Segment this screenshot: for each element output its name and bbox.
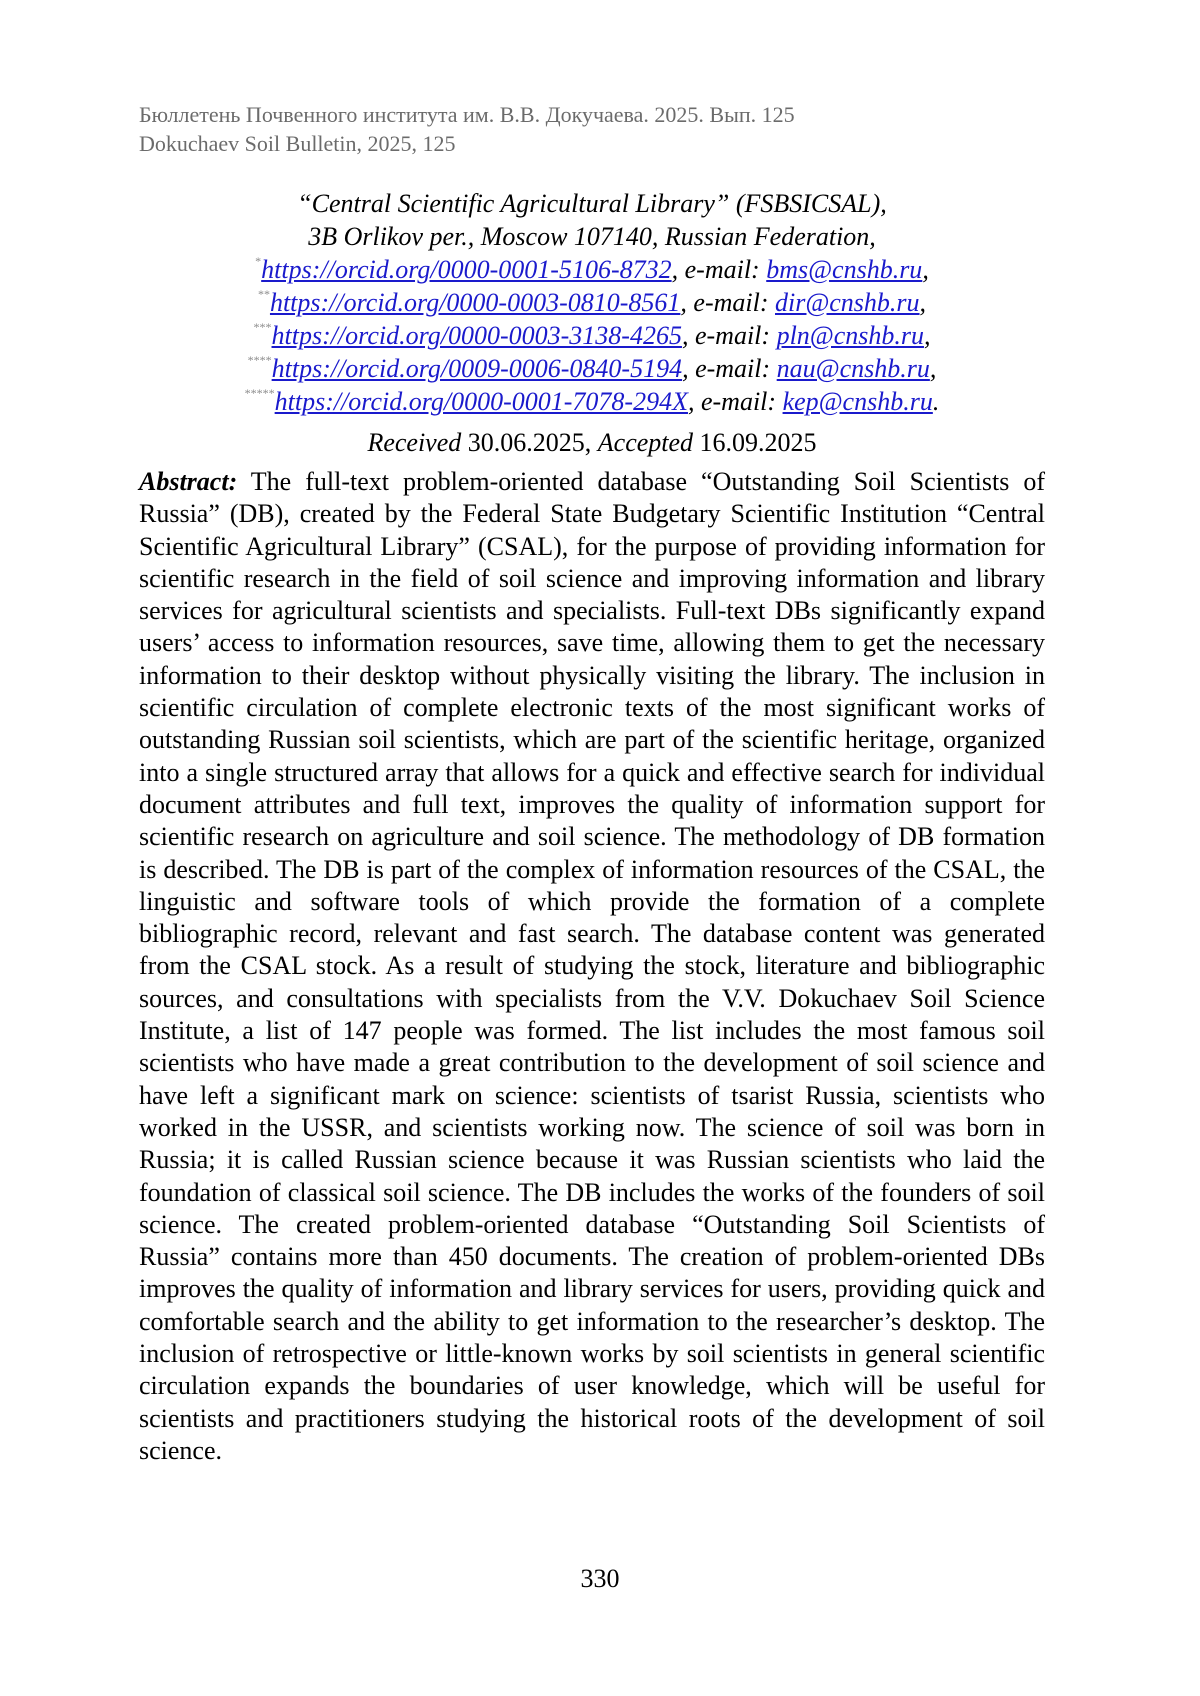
author-mark: ***: [253, 320, 272, 334]
abstract-paragraph: [139, 466, 1045, 1467]
journal-title-ru: Бюллетень Почвенного института им. В.В. Докучаева. 2025. Вып. 125: [139, 102, 795, 127]
affiliation-block: [139, 187, 1045, 418]
author-contact-line: [139, 319, 1045, 352]
line-end: ,: [922, 255, 929, 284]
abstract-label: Abstract:: [139, 467, 238, 496]
accepted-label: Accepted: [597, 428, 694, 457]
author-mark: *: [255, 254, 262, 268]
page-number: 330: [580, 1564, 620, 1593]
email-link[interactable]: bms@cnshb.ru: [766, 255, 923, 284]
author-mark: *****: [244, 386, 275, 400]
email-label: , e-mail:: [681, 321, 777, 350]
author-contact-line: [139, 253, 1045, 286]
author-mark: ****: [247, 353, 272, 367]
author-contact-line: [139, 385, 1045, 418]
running-header: [139, 100, 795, 158]
received-date: 30.06.2025,: [461, 428, 598, 457]
orcid-link[interactable]: https://orcid.org/0000-0003-0810-8561: [269, 288, 681, 317]
line-end: .: [932, 387, 940, 416]
orcid-link[interactable]: https://orcid.org/0009-0006-0840-5194: [271, 354, 683, 383]
journal-title-en: Dokuchaev Soil Bulletin, 2025, 125: [139, 131, 456, 156]
line-end: ,: [929, 354, 937, 383]
email-label: , e-mail:: [687, 387, 783, 416]
orcid-link[interactable]: https://orcid.org/0000-0001-7078-294X: [274, 387, 688, 416]
line-end: ,: [919, 288, 927, 317]
email-link[interactable]: nau@cnshb.ru: [776, 354, 930, 383]
institution-address: 3B Orlikov per., Moscow 107140, Russian Federation,: [308, 222, 876, 251]
email-label: , e-mail:: [671, 255, 767, 284]
email-link[interactable]: dir@cnshb.ru: [775, 288, 920, 317]
email-link[interactable]: pln@cnshb.ru: [776, 321, 924, 350]
orcid-link[interactable]: https://orcid.org/0000-0001-5106-8732: [261, 255, 672, 284]
orcid-link[interactable]: https://orcid.org/0000-0003-3138-4265: [271, 321, 682, 350]
author-mark: **: [257, 287, 270, 301]
author-contact-line: [139, 352, 1045, 385]
accepted-date: 16.09.2025: [693, 428, 817, 457]
author-contact-line: [139, 286, 1045, 319]
line-end: ,: [923, 321, 931, 350]
email-label: , e-mail:: [680, 288, 775, 317]
abstract-text: The full-text problem-oriented database “Outstanding Soil Scientists of Russia” (DB), created by the Federal State Budgetary Scientific Institution “Central Scientific Agricultural Library” (CSAL), for the purpose of providing information for scientific research in the field of soil science and improving information and library services for agricultural scientists and specialists. Full-text DBs significantly expand users’ access to information resources, save time, allowing them to get the necessary information to their desktop without physically visiting the library. The inclusion in scientific circulation of complete electronic texts of the most significant works of outstanding Russian soil scientists, which are part of the scientific heritage, organized into a single structured array that allows for a quick and effective search for individual document attributes and full text, improves the quality of information support for scientific research on agriculture and soil science. The methodology of DB formation is described. The DB is part of the complex of information resources of the CSAL, the linguistic and software tools of which provide the formation of a complete bibliographic record, relevant and fast search. The database content was generated from the CSAL stock. As a result of studying the stock, literature and bibliographic sources, and consultations with specialists from the V.V. Dokuchaev Soil Science Institute, a list of 147 people was formed. The list includes the most famous soil scientists who have made a great contribution to the development of soil science and have left a significant mark on science: scientists of tsarist Russia, scientists who worked in the USSR, and scientists working now. The science of soil was born in Russia; it is called Russian science because it was Russian scientists who laid the foundation of classical soil science. The DB includes the works of the founders of soil science. The created problem-oriented database “Outstanding Soil Scientists of Russia” contains more than 450 documents. The creation of problem-oriented DBs improves the quality of information and library services for users, providing quick and comfortable search and the ability to get information to the researcher’s desktop. The inclusion of retrospective or little-known works by soil scientists in general scientific circulation expands the boundaries of user knowledge, which will be useful for scientists and practitioners studying the historical roots of the development of soil science.: [139, 467, 1045, 1465]
email-link[interactable]: kep@cnshb.ru: [782, 387, 933, 416]
institution-name: “Central Scientific Agricultural Library” (FSBSICSAL),: [297, 189, 887, 218]
submission-dates: [139, 428, 1045, 458]
received-label: Received: [367, 428, 462, 457]
email-label: , e-mail:: [682, 354, 777, 383]
